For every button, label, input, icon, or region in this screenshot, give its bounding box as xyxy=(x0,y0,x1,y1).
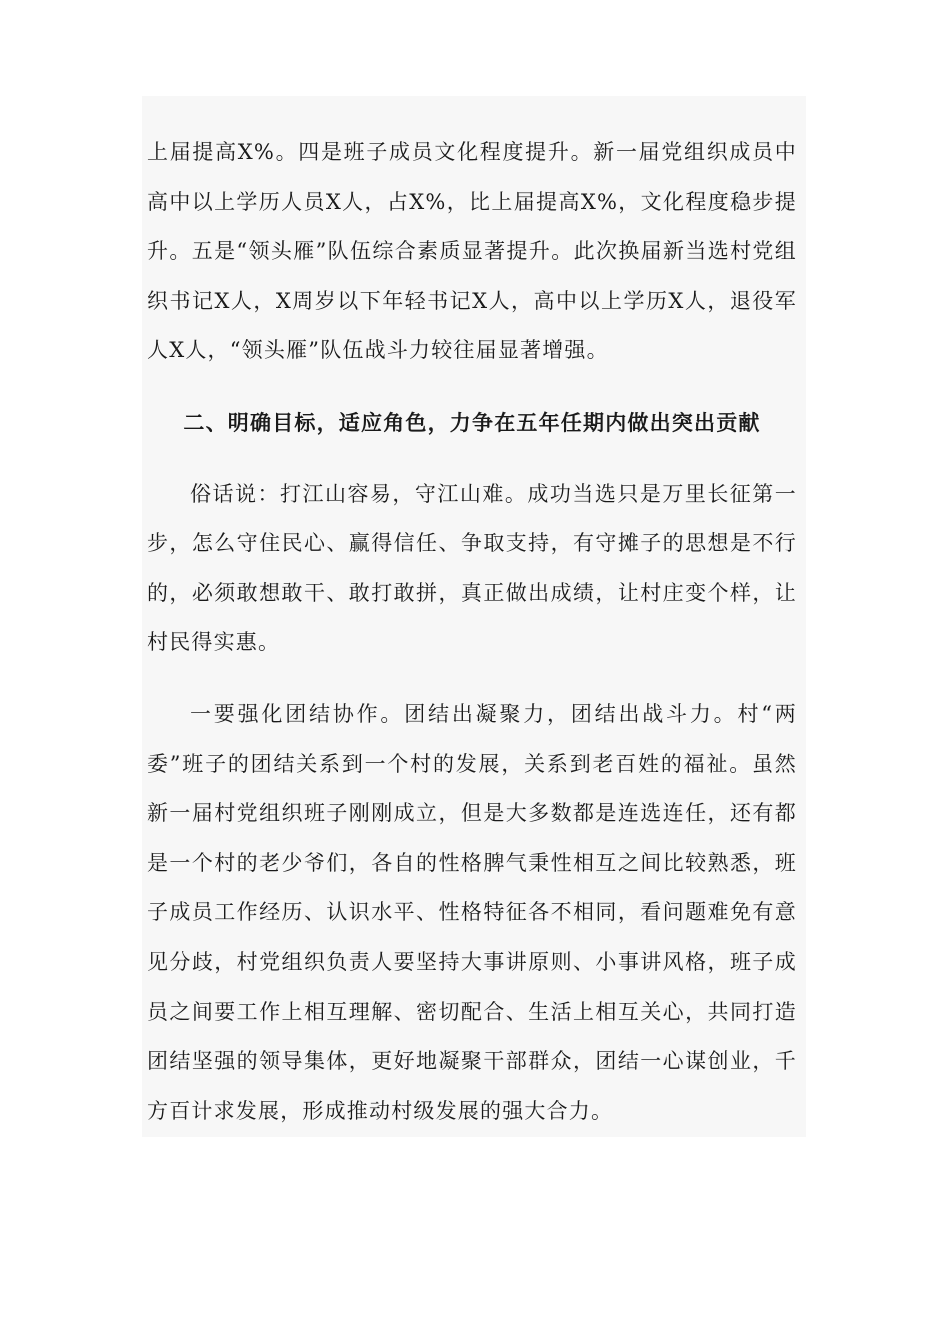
spacer xyxy=(147,376,797,398)
spacer xyxy=(147,448,797,470)
spacer xyxy=(147,668,797,690)
document-body xyxy=(147,128,797,1136)
paragraph-proverb: 俗话说：打江山容易，守江山难。成功当选只是万里长征第一步，怎么守住民心、赢得信任、争取支持，有守摊子的思想是不行的，必须敢想敢干、敢打敢拼，真正做出成绩，让村庄变个样，让村民得实惠。 xyxy=(147,481,797,655)
paragraph-unity: 一要强化团结协作。团结出凝聚力，团结出战斗力。村“两委”班子的团结关系到一个村的发展，关系到老百姓的福祉。虽然新一届村党组织班子刚刚成立，但是大多数都是连选连任，还有都是一个村的老少爷们，各自的性格脾气秉性相互之间比较熟悉，班子成员工作经历、认识水平、性格特征各不相同，看问题难免有意见分歧，村党组织负责人要坚持大事讲原则、小事讲风格，班子成员之间要工作上相互理解、密切配合、生活上相互关心，共同打造团结坚强的领导集体，更好地凝聚干部群众，团结一心谋创业，千方百计求发展，形成推动村级发展的强大合力。 xyxy=(147,701,797,1123)
section-heading: 二、明确目标，适应角色，力争在五年任期内做出突出贡献 xyxy=(183,409,761,435)
paragraph-continued: 上届提高X%。四是班子成员文化程度提升。新一届党组织成员中高中以上学历人员X人，占X%，比上届提高X%，文化程度稳步提升。五是“领头雁”队伍综合素质显著提升。此次换届新当选村党组织书记X人，X周岁以下年轻书记X人，高中以上学历X人，退役军人X人，“领头雁”队伍战斗力较往届显著增强。 xyxy=(147,140,797,363)
